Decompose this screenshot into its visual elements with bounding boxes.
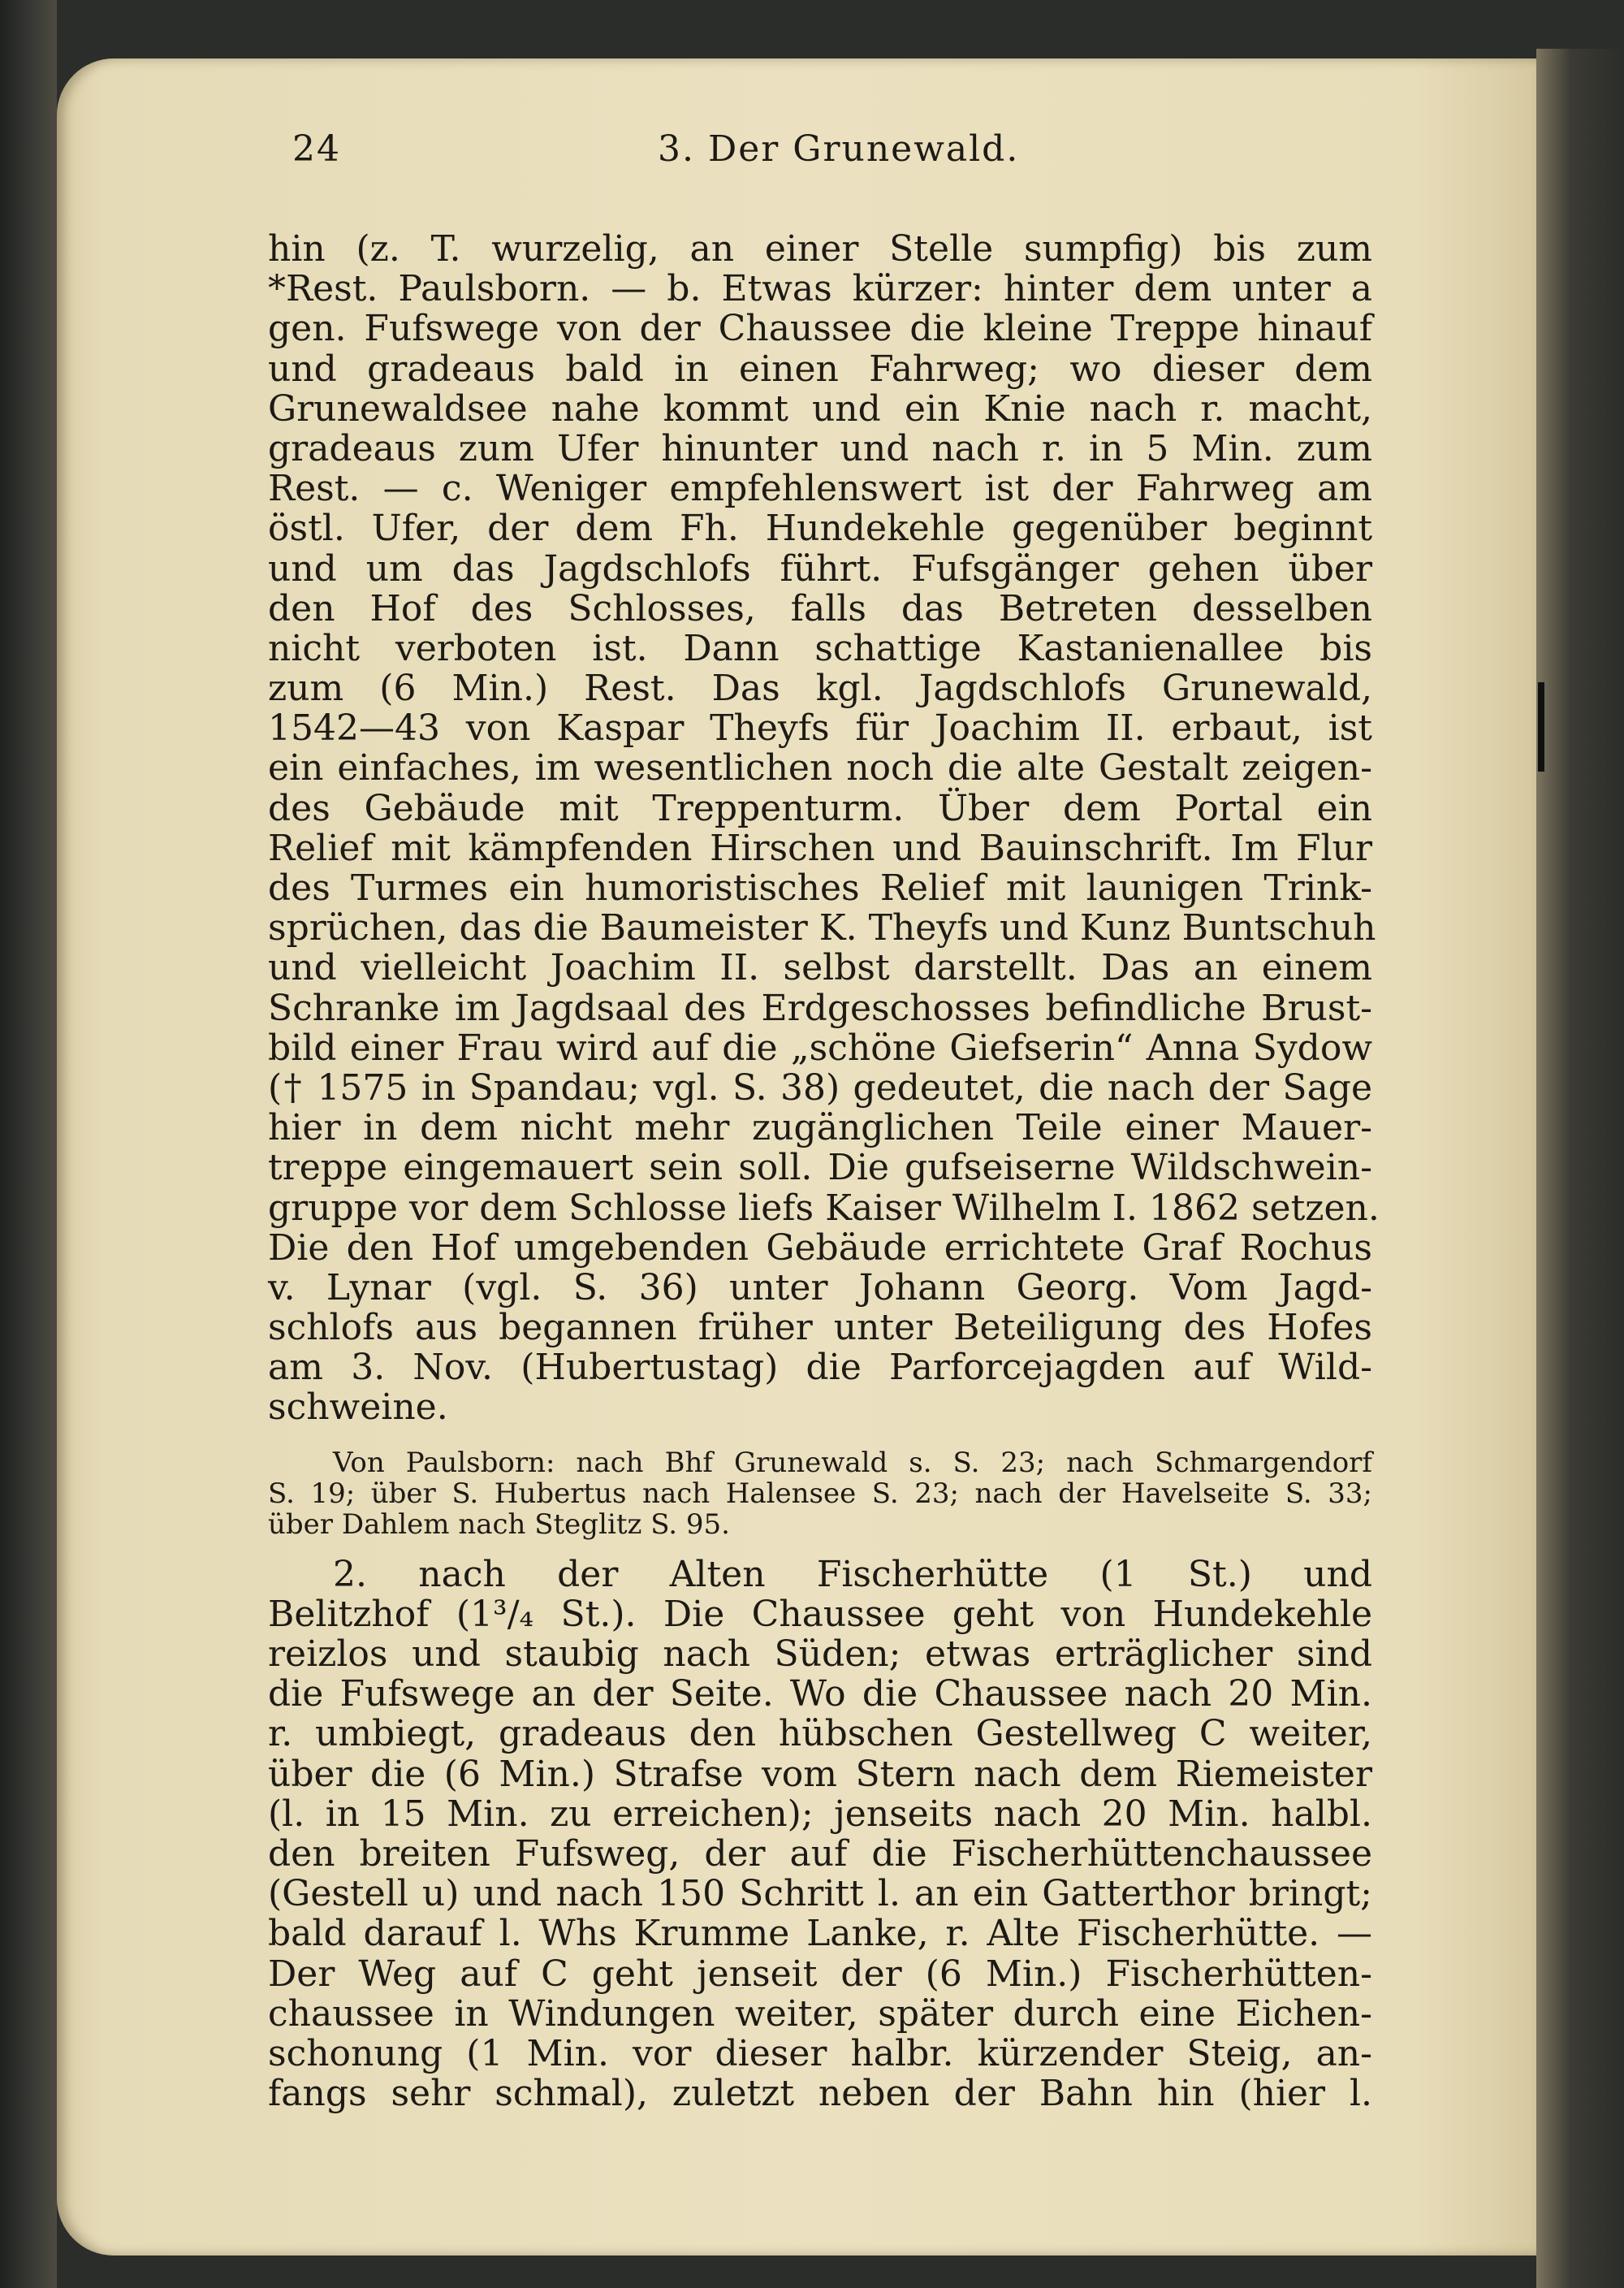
text-line: sprüchen, das die Baumeister K. Theyfs und Kunz Buntschuh [268,907,1376,949]
text-line: den breiten Fufsweg, der auf die Fischerhüttenchaussee [268,1832,1372,1875]
text-line: nicht verboten ist. Dann schattige Kastanienallee bis [268,627,1372,669]
text-line: gen. Fufswege von der Chaussee die kleine Treppe hinauf [268,308,1372,350]
text-line: schonung (1 Min. vor dieser halbr. kürzender Steig, an- [268,2032,1372,2074]
text-line: schlofs aus begannen früher unter Beteiligung des Hofes [268,1307,1372,1349]
text-line: chaussee in Windungen weiter, später durch eine Eichen- [268,1992,1372,2035]
text-line: (l. in 15 Min. zu erreichen); jenseits nach 20 Min. halbl. [268,1793,1372,1835]
text-line: hin (z. T. wurzelig, an einer Stelle sumpfig) bis zum [268,228,1372,270]
text-line: 2. nach der Alten Fischerhütte (1 St.) und [333,1553,1372,1595]
text-line: Relief mit kämpfenden Hirschen und Bauinschrift. Im Flur [268,827,1372,869]
text-line: reizlos und staubig nach Süden; etwas erträglicher sind [268,1633,1372,1675]
text-line: des Turmes ein humoristisches Relief mit launigen Trink- [268,867,1372,909]
page-marker [1538,682,1544,772]
text-line: *Rest. Paulsborn. — b. Etwas kürzer: hinter dem unter a [268,268,1372,310]
text-line: Die den Hof umgebenden Gebäude errichtete Graf Rochus [268,1226,1372,1269]
text-line: Der Weg auf C geht jenseit der (6 Min.) Fischerhütten- [268,1953,1372,1995]
text-line: über Dahlem nach Steglitz S. 95. [268,1507,730,1541]
text-line: treppe eingemauert sein soll. Die gufseiserne Wildschwein- [268,1147,1372,1189]
text-line: r. umbiegt, gradeaus den hübschen Gestellweg C weiter, [268,1713,1372,1755]
text-line: östl. Ufer, der dem Fh. Hundekehle gegenüber beginnt [268,508,1372,550]
text-line: S. 19; über S. Hubertus nach Halensee S. 23; nach der Havelseite S. 33; [268,1477,1372,1510]
text-line: die Fufswege an der Seite. Wo die Chaussee nach 20 Min. [268,1673,1372,1715]
section-2-text [268,1555,1372,2114]
text-line: über die (6 Min.) Strafse vom Stern nach dem Riemeister [268,1753,1372,1795]
running-header [268,114,1372,187]
text-line: Grunewaldsee nahe kommt und ein Knie nach r. macht, [268,387,1372,430]
text-line: des Gebäude mit Treppenturm. Über dem Portal ein [268,787,1372,829]
chapter-title: 3. Der Grunewald. [658,128,1020,170]
text-line: 1542—43 von Kaspar Theyfs für Joachim II. erbaut, ist [268,707,1372,750]
text-line: bald darauf l. Whs Krumme Lanke, r. Alte Fischerhütte. — [268,1913,1372,1955]
text-line: Von Paulsborn: nach Bhf Grunewald s. S. 23; nach Schmargendorf [333,1446,1372,1479]
page-number: 24 [292,128,341,170]
page-content [268,114,1380,2115]
book-cover-edge [0,0,57,2288]
text-line: bild einer Frau wird auf die „schöne Giefserin“ Anna Sydow [268,1027,1372,1069]
text-line: fangs sehr schmal), zuletzt neben der Bahn hin (hier l. [268,2073,1372,2115]
text-line: den Hof des Schlosses, falls das Betreten desselben [268,587,1372,629]
text-line: zum (6 Min.) Rest. Das kgl. Jagdschlofs Grunewald, [268,668,1372,710]
text-line: gradeaus zum Ufer hinunter und nach r. in 5 Min. zum [268,427,1372,469]
text-line: († 1575 in Spandau; vgl. S. 38) gedeutet, die nach der Sage [268,1066,1372,1109]
small-print-note [268,1447,1372,1540]
text-line: hier in dem nicht mehr zugänglichen Teile einer Mauer- [268,1107,1372,1149]
text-line: am 3. Nov. (Hubertustag) die Parforcejagden auf Wild- [268,1347,1372,1389]
text-line: und um das Jagdschlofs führt. Fufsgänger gehen über [268,547,1372,590]
facing-page-edge [1536,49,1624,2288]
text-line: Rest. — c. Weniger empfehlenswert ist der Fahrweg am [268,468,1372,510]
text-line: gruppe vor dem Schlosse liefs Kaiser Wilhelm I. 1862 setzen. [268,1187,1380,1229]
text-line: und vielleicht Joachim II. selbst darstellt. Das an einem [268,947,1372,989]
text-line: v. Lynar (vgl. S. 36) unter Johann Georg. Vom Jagd- [268,1266,1372,1308]
body-text [268,228,1380,1429]
text-line: (Gestell u) und nach 150 Schritt l. an ein Gatterthor bringt; [268,1873,1372,1915]
text-line: und gradeaus bald in einen Fahrweg; wo dieser dem [268,348,1372,390]
text-line: Belitzhof (1³/₄ St.). Die Chaussee geht von Hundekehle [268,1593,1372,1635]
text-line: Schranke im Jagdsaal des Erdgeschosses befindliche Brust- [268,987,1372,1029]
text-line: ein einfaches, im wesentlichen noch die alte Gestalt zeigen- [268,747,1372,789]
text-line: schweine. [268,1386,448,1429]
